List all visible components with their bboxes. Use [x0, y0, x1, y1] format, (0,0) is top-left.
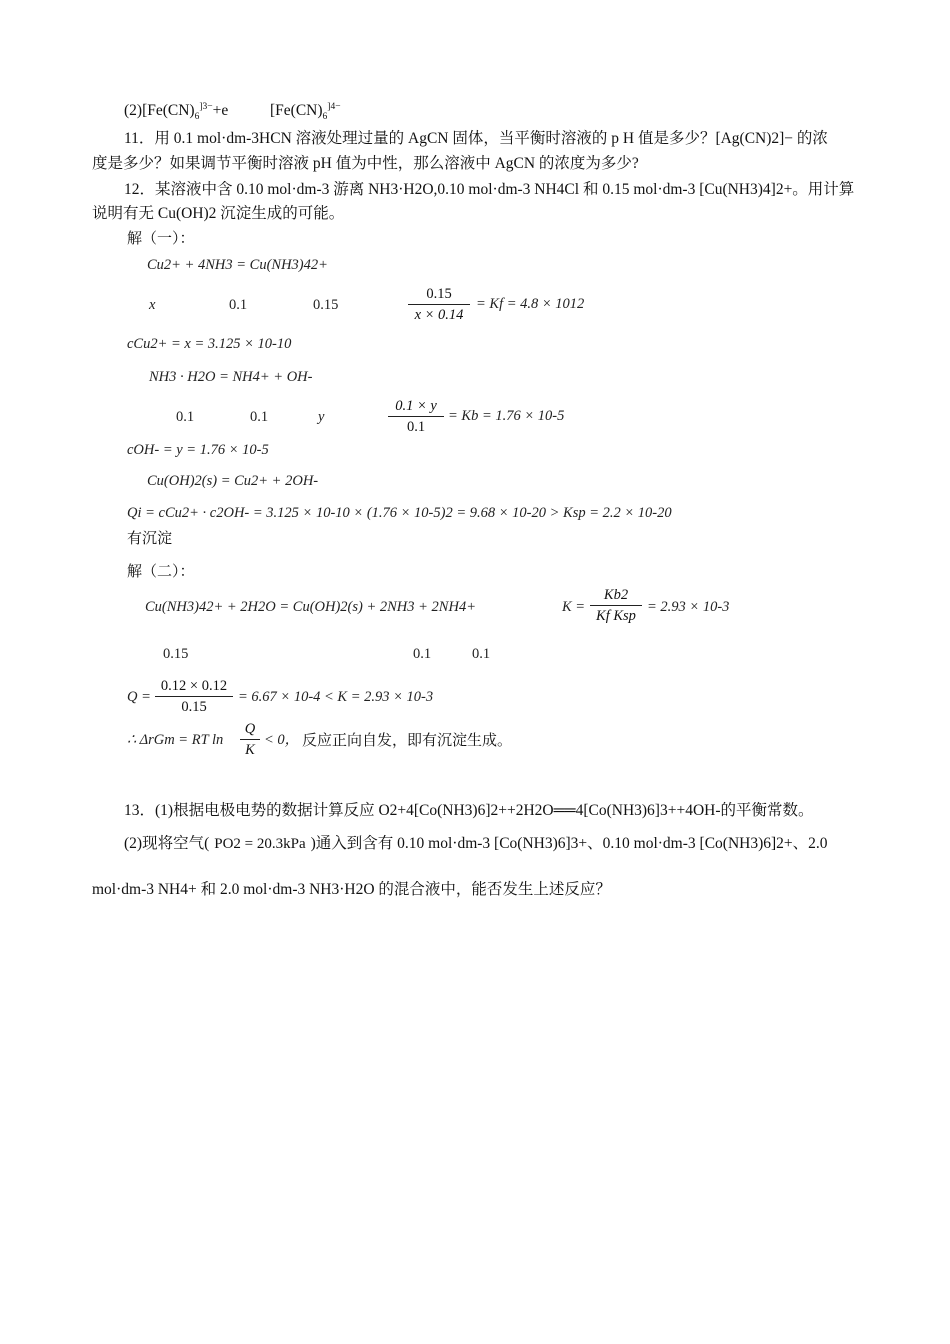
- sol2-gibbs-fraction: [240, 720, 260, 759]
- q12-line2: 说明有无 Cu(OH)2 沉淀生成的可能。: [92, 205, 345, 222]
- sol2-k-value: = 2.93 × 10-3: [647, 599, 730, 615]
- fraction-bar: [240, 739, 260, 740]
- sol2-k-lhs: K =: [562, 599, 586, 615]
- sol1-row2-b: 0.1: [250, 409, 269, 425]
- sol1-row1-x: x: [149, 297, 156, 313]
- sol1-row1-a: 0.1: [229, 297, 248, 313]
- fraction-bar: [590, 605, 642, 606]
- solution2-heading: 解（二）：: [127, 562, 195, 580]
- sol2-row-a: 0.15: [163, 646, 189, 662]
- sol2-q-fraction: [155, 677, 233, 716]
- sol1-c-oh: cOH- = y = 1.76 × 10-5: [127, 442, 269, 458]
- sol1-row2-a: 0.1: [176, 409, 195, 425]
- gibbs-numerator: Q: [244, 721, 256, 737]
- q-numerator: 0.12 × 0.12: [160, 678, 228, 694]
- kf-denominator: x × 0.14: [414, 307, 464, 323]
- sol1-row1-b: 0.15: [313, 297, 339, 313]
- sol2-gibbs-lhs: ∴ ΔrGm = RT ln: [127, 732, 224, 748]
- fraction-bar: [408, 304, 470, 305]
- sol1-row2-y: y: [318, 409, 325, 425]
- fraction-bar: [155, 696, 233, 697]
- q13-line3: mol·dm-3 NH4+ 和 2.0 mol·dm-3 NH3·H2O 的混合液中，能否发生上述反应？: [92, 881, 611, 898]
- q11-line2: 度是多少？如果调节平衡时溶液 pH 值为中性，那么溶液中 AgCN 的浓度为多少?: [92, 155, 639, 172]
- sol2-q-value: = 6.67 × 10-4 < K = 2.93 × 10-3: [238, 689, 434, 705]
- sol1-c-cu: cCu2+ = x = 3.125 × 10-10: [127, 336, 292, 352]
- kf-numerator: 0.15: [426, 286, 452, 302]
- q10-part2-equation: $(2)[Fe(CN)_6^{]3-}+e$ [$Fe(CN)_6^{]4-}$: [124, 101, 341, 123]
- sol1-equation-hydroxide: Cu(OH)2(s) = Cu2+ + 2OH-: [147, 473, 319, 489]
- sol1-ion-product: Qi = cCu2+ · c2OH- = 3.125 × 10-10 × (1.76 × 10-5)2 = 9.68 × 10-20 > Ksp = 2.2 × 10-20: [127, 505, 672, 521]
- kb-denominator: 0.1: [406, 419, 426, 435]
- sol2-equation: Cu(NH3)42+ + 2H2O = Cu(OH)2(s) + 2NH3 + 2NH4+: [145, 599, 476, 615]
- solution1-heading: 解（一）：: [127, 229, 195, 247]
- q11-line1: 11．用 0.1 mol·dm-3HCN 溶液处理过量的 AgCN 固体，当平衡时溶液的 p H 值是多少？[Ag(CN)2]− 的浓: [124, 130, 828, 147]
- sol2-k-fraction: [590, 586, 642, 625]
- sol1-kf-value: = Kf = 4.8 × 1012: [476, 296, 585, 312]
- oxygen-partial-pressure: PO2 = 20.3kPa: [214, 836, 306, 852]
- sol1-kf-fraction: [408, 285, 470, 324]
- sol2-conclusion: 反应正向自发，即有沉淀生成。: [302, 731, 513, 749]
- kb-numerator: 0.1 × y: [395, 398, 437, 414]
- sol2-row-b: 0.1: [413, 646, 432, 662]
- sol2-q-lhs: Q =: [127, 689, 151, 705]
- k-denominator: Kf Ksp: [596, 608, 636, 624]
- k-numerator: Kb2: [603, 587, 629, 603]
- q13-line1: 13．(1)根据电极电势的数据计算反应 O2+4[Co(NH3)6]2++2H2O══4[Co(NH3)6]3++4OH-的平衡常数。: [124, 802, 814, 819]
- sol1-equation-complex: Cu2+ + 4NH3 = Cu(NH3)42+: [147, 257, 328, 273]
- sol1-kb-value: = Kb = 1.76 × 10-5: [448, 408, 565, 424]
- fraction-bar: [388, 416, 444, 417]
- sol1-kb-fraction: [388, 397, 444, 436]
- q-denominator: 0.15: [181, 699, 207, 715]
- sol1-equation-ammonia: NH3 · H2O = NH4+ + OH-: [149, 369, 313, 385]
- sol1-result: 有沉淀: [127, 529, 173, 547]
- sol2-row-c: 0.1: [472, 646, 491, 662]
- q13-line2: (2)现将空气( PO2 = 20.3kPa )通入到含有 0.10 mol·dm-3 [Co(NH3)6]3+、0.10 mol·dm-3 [Co(NH3)6]2+、2.0: [124, 829, 828, 855]
- q12-line1: 12．某溶液中含 0.10 mol·dm-3 游离 NH3·H2O,0.10 mol·dm-3 NH4Cl 和 0.15 mol·dm-3 [Cu(NH3)4]2+。用计算: [124, 181, 855, 198]
- gibbs-denominator: K: [245, 742, 255, 758]
- sol2-gibbs-rhs: < 0，: [264, 732, 300, 748]
